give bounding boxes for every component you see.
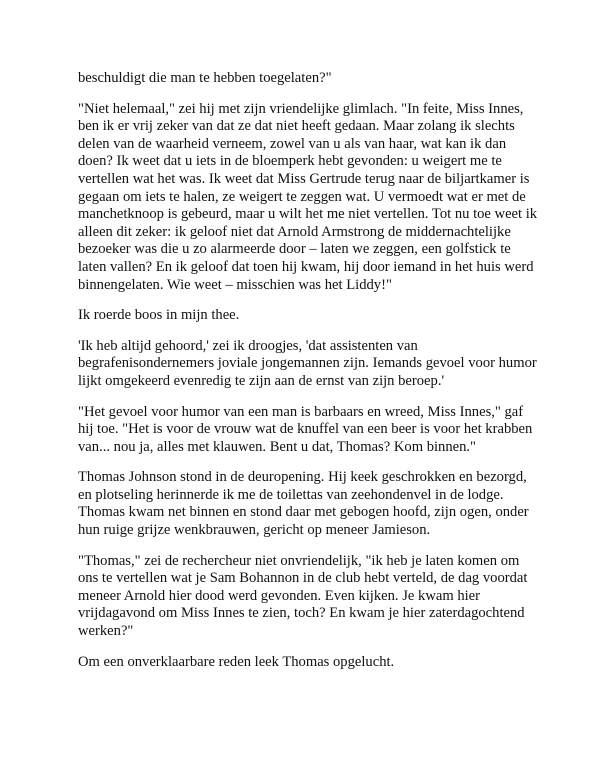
paragraph-6: Thomas Johnson stond in de deuropening. Hij keek geschrokken en bezorgd, en plotseling herinnerde ik me de toilettas van zeehondenvel in de lodge. Thomas kwam net binnen en stond daar met gebogen hoofd, zijn ogen, onder hun ruige grijze wenkbrauwen, gericht op meneer Jamieson. (78, 469, 529, 539)
paragraph-7: "Thomas," zei de rechercheur niet onvriendelijk, "ik heb je laten komen om ons te vertellen wat je Sam Bohannon in de club hebt verteld, de dag voordat meneer Arnold hier dood werd gevonden. Even kijken. Je kwam hier vrijdagavond om Miss Innes te zien, toch? En kwam je hier zaterdagochtend werken?" (78, 552, 528, 640)
paragraph-2: "Niet helemaal," zei hij met zijn vriendelijke glimlach. "In feite, Miss Innes, ben ik er vrij zeker van dat ze dat niet heeft gedaan. Maar zolang ik slechts delen van de waarheid verneem, zowel van u als van haar, wat kan ik dan doen? Ik weet dat u iets in de bloemperk hebt gevonden: u weigert me te vertellen wat het was. Ik weet dat Miss Gertrude terug naar de biljartkamer is gegaan om iets te halen, ze weigert te zeggen wat. U vermoedt wat er met de manchetknoop is gebeurd, maar u wilt het me niet vertellen. Tot nu toe weet ik alleen dit zeker: ik geloof niet dat Arnold Armstrong de middernachtelijke bezoeker was die u zo alarmeerde door – laten we zeggen, een golfstick te laten vallen? En ik geloof dat toen hij kwam, hij door iemand in het huis werd binnengelaten. Wie weet – misschien was het Liddy!" (78, 100, 538, 293)
paragraph-4: 'Ik heb altijd gehoord,' zei ik droogjes, 'dat assistenten van begrafenisondernemers joviale jongemannen zijn. Iemands gevoel voor humor lijkt omgekeerd evenredig te zijn aan de ernst van zijn beroep.' (78, 337, 537, 389)
paragraph-3: Ik roerde boos in mijn thee. (78, 307, 240, 324)
paragraph-1: beschuldigt die man te hebben toegelaten?" (78, 70, 332, 86)
paragraph-5: "Het gevoel voor humor van een man is barbaars en wreed, Miss Innes," gaf hij toe. "Het is voor de vrouw wat de knuffel van een beer is voor het krabben van... nou ja, alles met klauwen. Bent u dat, Thomas? Kom binnen." (78, 403, 533, 455)
paragraph-8: Om een onverklaarbare reden leek Thomas opgelucht. (78, 653, 395, 670)
document-page (78, 70, 540, 684)
